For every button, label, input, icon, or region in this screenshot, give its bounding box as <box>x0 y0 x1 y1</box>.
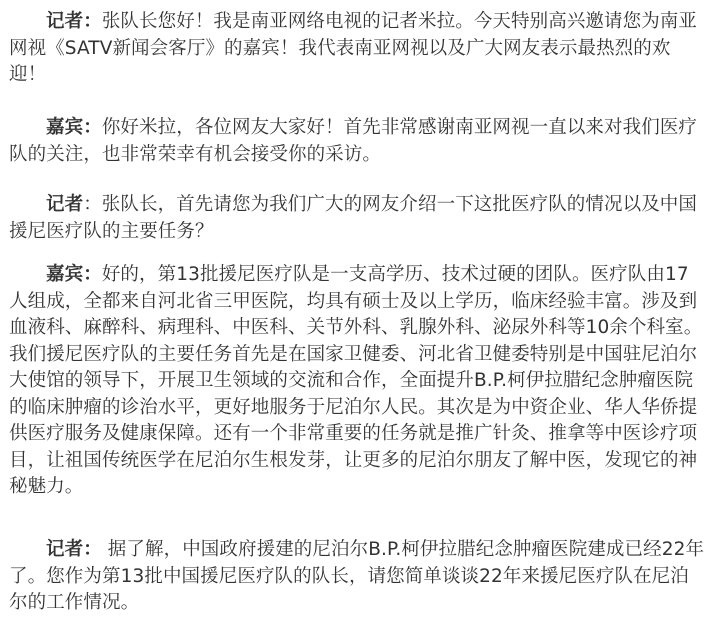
paragraph-text: 张队长您好！我是南亚网络电视的记者米拉。今天特别高兴邀请您为南亚网视《SATV新闻会客厅》的嘉宾！我代表南亚网视以及广大网友表示最热烈的欢迎！ <box>9 11 698 85</box>
paragraph-reporter-followup <box>9 537 705 617</box>
speaker-label: 记者： <box>46 11 102 32</box>
paragraph-reporter-question <box>9 192 705 245</box>
paragraph-text: 好的，第13批援尼医疗队是一支高学历、技术过硬的团队。医疗队由17人组成，全都来自河北省三甲医院，均具有硕士及以上学历，临床经验丰富。涉及到血液科、麻醉科、病理科、中医科、关节外科、乳腺外科、泌尿外科等10余个科室。我们援尼医疗队的主要任务首先是在国家卫健委、河北省卫健委特别是中国驻尼泊尔大使馆的领导下，开展卫生领域的交流和合作，全面提升B.P.柯伊拉腊纪念肿瘤医院的临床肿瘤的诊治水平，更好地服务于尼泊尔人民。其次是为中资企业、华人华侨提供医疗服务及健康保障。还有一个非常重要的任务就是推广针灸、推拿等中医诊疗项目，让祖国传统医学在尼泊尔生根发芽，让更多的尼泊尔朋友了解中医，发现它的神秘魅力。 <box>9 264 703 497</box>
speaker-label: 记者 <box>46 194 84 215</box>
paragraph-text: 据了解，中国政府援建的尼泊尔B.P.柯伊拉腊纪念肿瘤医院建成已经22年了。您作为第13批中国援尼医疗队的队长，请您简单谈谈22年来援尼医疗队在尼泊尔的工作情况。 <box>9 539 705 613</box>
paragraph-reporter-greeting <box>9 9 705 89</box>
paragraph-guest-reply <box>9 115 705 168</box>
paragraph-guest-answer <box>9 262 705 501</box>
paragraph-text: ：张队长，首先请您为我们广大的网友介绍一下这批医疗队的情况以及中国援尼医疗队的主要任务？ <box>9 194 698 242</box>
speaker-label: 嘉宾： <box>46 264 102 285</box>
speaker-label: 嘉宾： <box>46 117 102 138</box>
speaker-label: 记者： <box>46 539 102 560</box>
paragraph-text: 你好米拉，各位网友大家好！首先非常感谢南亚网视一直以来对我们医疗队的关注，也非常荣幸有机会接受你的采访。 <box>9 117 698 165</box>
